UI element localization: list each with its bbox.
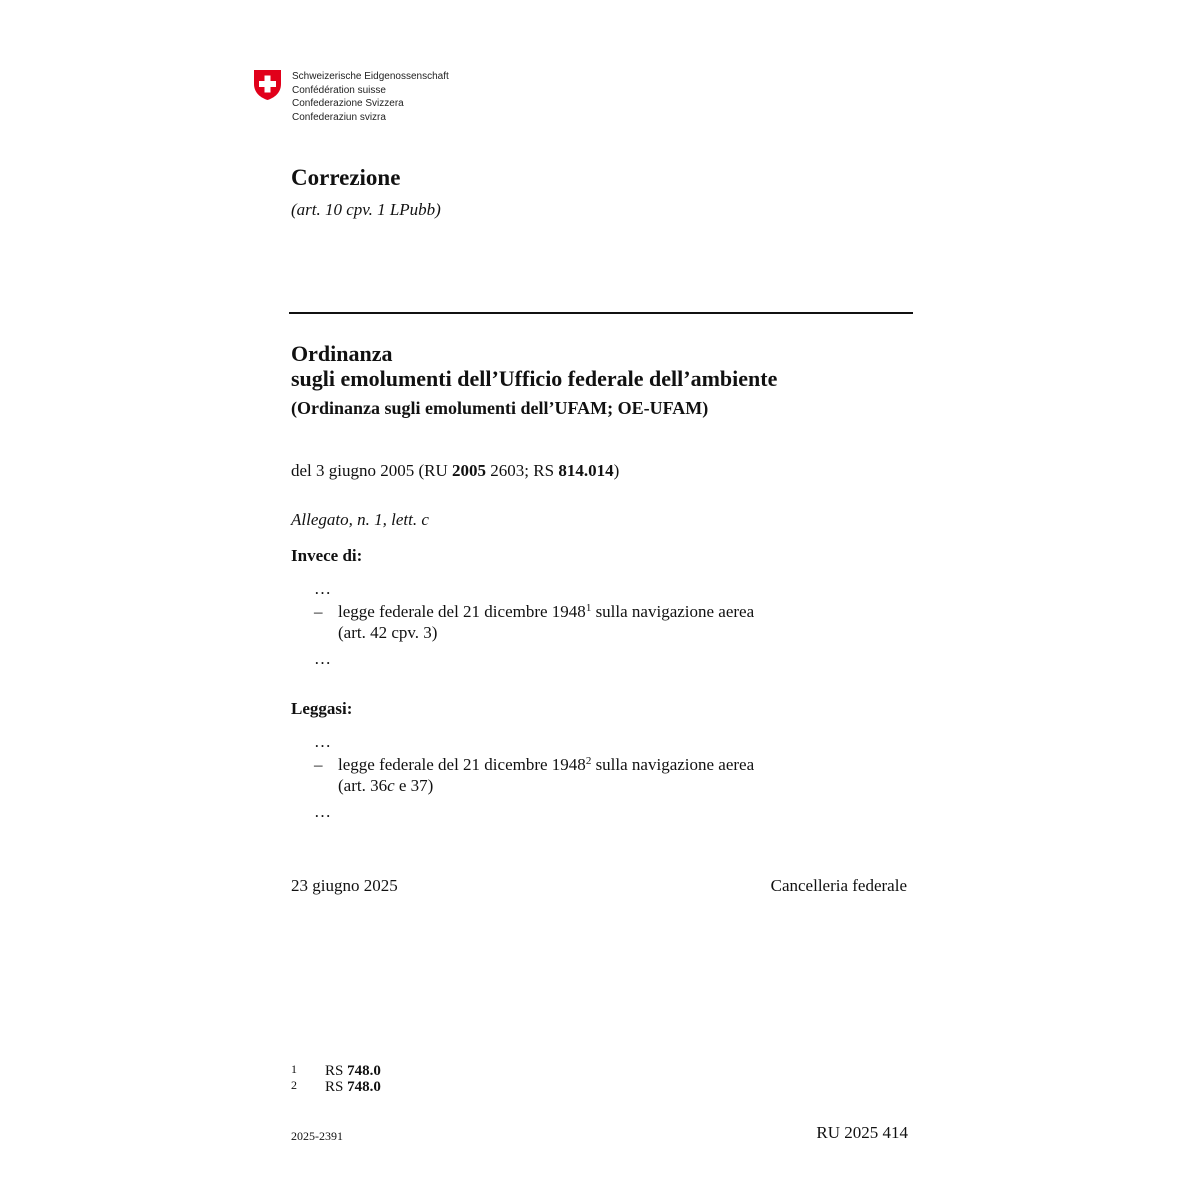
- ellipsis: …: [314, 802, 331, 821]
- ru-page: 2603; RS: [486, 461, 559, 480]
- footnote-prefix: RS: [325, 1079, 348, 1095]
- footnote-text: [325, 1063, 381, 1080]
- article-letter: c: [387, 776, 395, 795]
- item-article: (art. 42 cpv. 3): [338, 623, 438, 642]
- ordinance-date-line: [291, 461, 619, 481]
- swiss-coat-of-arms-icon: [253, 69, 282, 101]
- list-dash: –: [314, 755, 323, 774]
- date-suffix: ): [613, 461, 620, 480]
- ru-year: 2005: [452, 461, 487, 480]
- item-text: sulla navigazione aerea: [591, 755, 755, 774]
- org-line-rm: Confederaziun svizra: [292, 112, 386, 124]
- ordinance-title-line1: Ordinanza: [291, 341, 393, 366]
- ordinance-title-line2: sugli emolumenti dell’Ufficio federale dell’ambiente: [291, 366, 778, 391]
- ellipsis: …: [314, 732, 331, 751]
- ellipsis: …: [314, 579, 331, 598]
- item-text: legge federale del 21 dicembre 1948: [338, 755, 586, 774]
- read-label: Leggasi:: [291, 699, 353, 718]
- footnote-number: 2: [291, 1078, 297, 1092]
- rs-number: 814.014: [558, 461, 614, 480]
- footnote-ref-number: 748.0: [347, 1079, 381, 1095]
- org-line-de: Schweizerische Eidgenossenschaft: [292, 71, 449, 82]
- document-number: 2025-2391: [291, 1129, 343, 1143]
- ellipsis: …: [314, 649, 331, 668]
- article-text: (art. 36: [338, 776, 388, 795]
- footnote-ref-number: 748.0: [347, 1063, 381, 1079]
- signoff-date: 23 giugno 2025: [291, 876, 398, 895]
- org-line-it: Confederazione Svizzera: [292, 98, 404, 110]
- list-item: [338, 602, 754, 622]
- org-line-fr: Confédération suisse: [292, 84, 386, 96]
- signoff-authority: Cancelleria federale: [770, 876, 907, 895]
- legal-basis: (art. 10 cpv. 1 LPubb): [291, 200, 441, 219]
- document-title: Correzione: [291, 165, 401, 190]
- footnote-ref: 2: [585, 755, 592, 767]
- footnote-prefix: RS: [325, 1063, 348, 1079]
- item-article: [338, 776, 433, 796]
- list-dash: –: [314, 602, 323, 621]
- ordinance-short-title: (Ordinanza sugli emolumenti dell’UFAM; OE-UFAM): [291, 398, 709, 418]
- separator-rule: [289, 312, 913, 314]
- organization-name: [292, 70, 449, 125]
- annex-reference: Allegato, n. 1, lett. c: [291, 510, 429, 529]
- item-text: legge federale del 21 dicembre 1948: [338, 602, 586, 621]
- ordinance-title: [291, 341, 777, 391]
- instead-label: Invece di:: [291, 546, 363, 565]
- item-text: sulla navigazione aerea: [591, 602, 755, 621]
- list-item: [338, 755, 754, 775]
- footnote-number: 1: [291, 1062, 297, 1076]
- date-prefix: del 3 giugno 2005 (RU: [291, 461, 453, 480]
- article-text: e 37): [394, 776, 434, 795]
- official-compilation-reference: RU 2025 414: [816, 1123, 908, 1142]
- footnote-ref: 1: [585, 602, 592, 614]
- footnote-text: [325, 1079, 381, 1096]
